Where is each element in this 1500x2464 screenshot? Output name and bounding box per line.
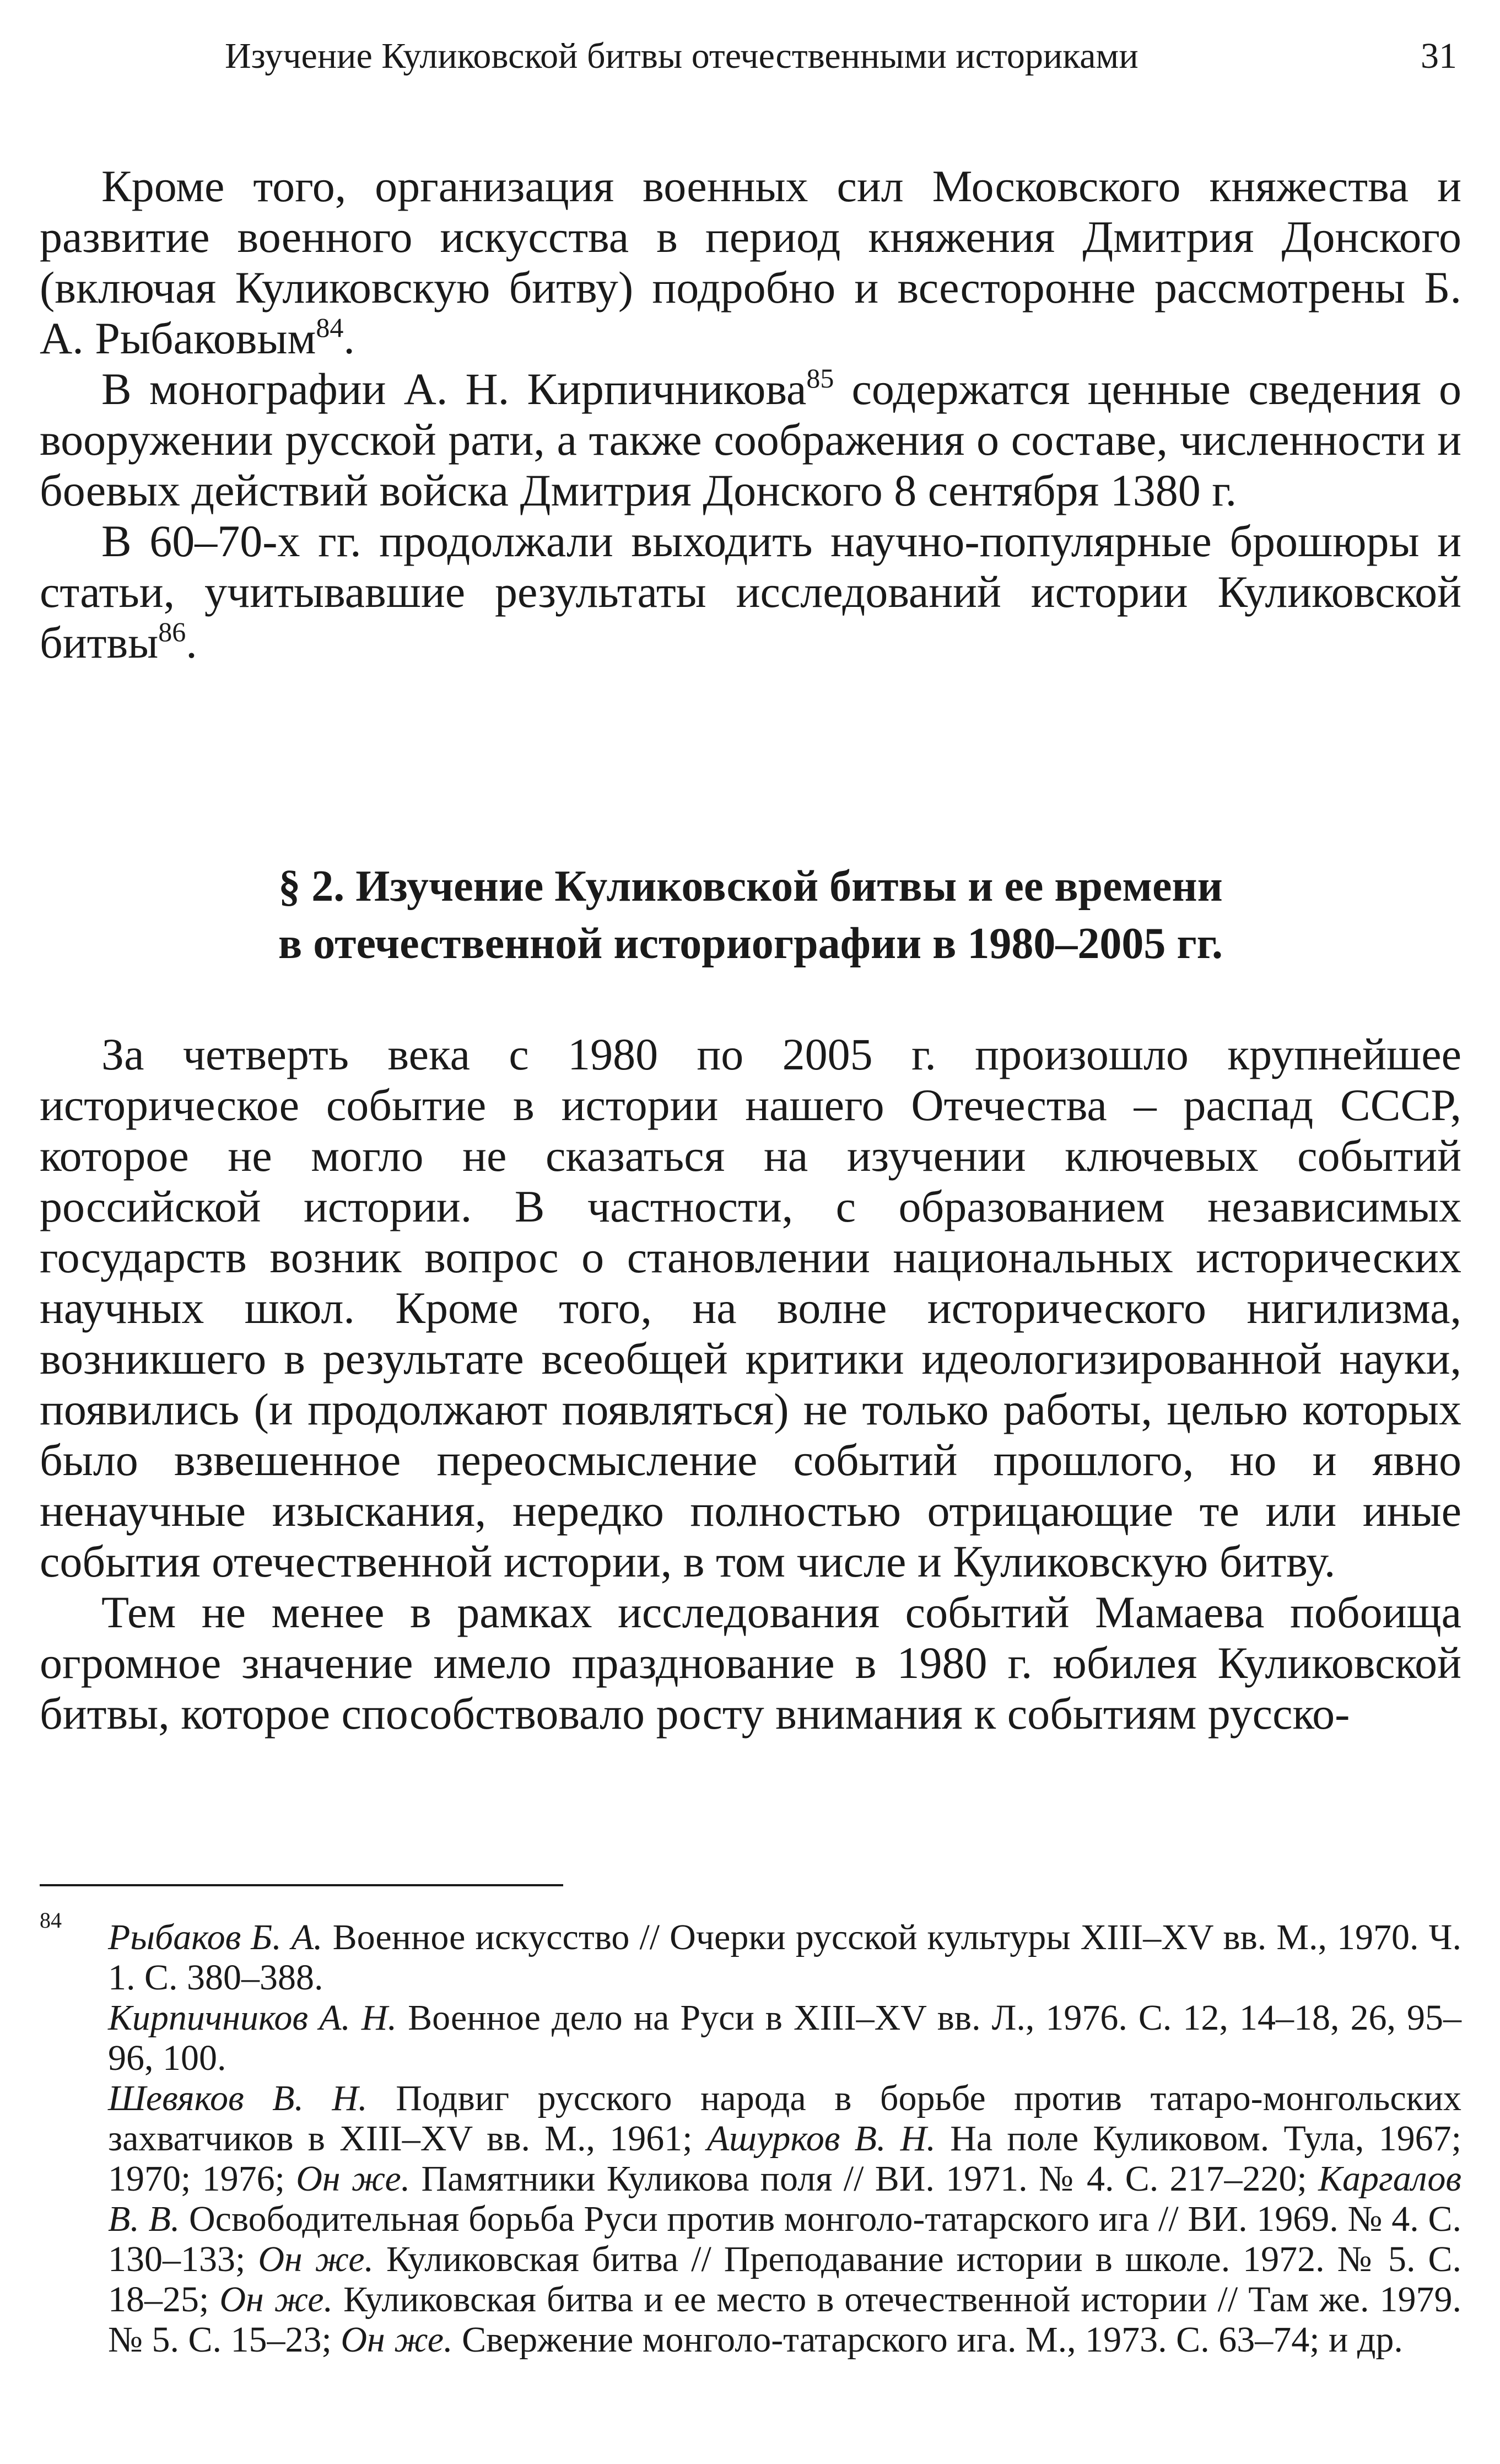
footnote-86 <box>40 2078 1461 2360</box>
footnote-author: Он же. <box>219 2279 333 2320</box>
body-text-section <box>40 1029 1461 1739</box>
page-number: 31 <box>1421 36 1457 76</box>
footnote-author: Он же. <box>341 2320 453 2360</box>
paragraph-text: . <box>186 617 197 668</box>
section-heading <box>40 858 1461 972</box>
paragraph <box>40 516 1461 668</box>
footnote-author: Кирпичников А. Н. <box>108 1998 397 2038</box>
footnote-84 <box>40 1908 1461 1998</box>
footnote-85 <box>40 1998 1461 2078</box>
footnote-ref-84: 84 <box>316 312 344 343</box>
footnotes <box>40 1908 1462 2360</box>
running-header-title: Изучение Куликовской битвы отечественными историками <box>225 36 1139 76</box>
paragraph <box>40 161 1461 364</box>
paragraph: Тем не менее в рамках исследования событий Мамаева побоища огромное значение имело празднование в 1980 г. юбилея Куликовской битвы, которое способствовало росту внимания к событиям русско- <box>40 1587 1461 1739</box>
footnote-text: Куликовская битва // Преподавание истории в школе. 1972. № 5. С. 18–25; <box>108 2239 1461 2320</box>
footnote-text: Куликовская битва и ее место в отечественной истории // Там же. 1979. № 5. С. 15–23; <box>108 2279 1461 2360</box>
paragraph-text: В 60–70-х гг. продолжали выходить научно-популярные брошюры и статьи, учитывавшие результаты исследований истории Куликовской битвы <box>40 516 1461 668</box>
paragraph-text: Кроме того, организация военных сил Московского княжества и развитие военного искусства в период княжения Дмитрия Донского (включая Куликовскую битву) подробно и всесторонне рассмотрены Б. А. Рыбаковым <box>40 161 1461 363</box>
paragraph-text: . <box>343 313 355 363</box>
section-heading-line-2: в отечественной историографии в 1980–2005 гг. <box>278 919 1223 968</box>
body-text-top <box>40 161 1461 668</box>
footnote-author: Он же. <box>296 2159 411 2199</box>
footnote-text: Памятники Куликова поля // ВИ. 1971. № 4. С. 217–220; <box>410 2159 1319 2199</box>
footnote-text: Военное искусство // Очерки русской культуры XIII–XV вв. М., 1970. Ч. 1. С. 380–388. <box>108 1917 1461 1998</box>
footnote-separator <box>40 1884 563 1886</box>
footnote-mark: 84 <box>40 1908 62 1933</box>
footnote-text: Свержение монголо-татарского ига. М., 1973. С. 63–74; и др. <box>452 2320 1403 2360</box>
section-heading-line-1: § 2. Изучение Куликовской битвы и ее времени <box>278 862 1223 911</box>
book-page <box>40 0 1461 2464</box>
footnote-text: На поле Куликовом. Тула, 1967; 1970; 1976; <box>108 2118 1461 2199</box>
paragraph <box>40 364 1461 516</box>
paragraph: За четверть века с 1980 по 2005 г. произошло крупнейшее историческое событие в истории нашего Отечества – распад СССР, которое не могло не сказаться на изучении ключевых событий российской истории. В частности, с образованием независимых государств возник вопрос о становлении национальных исторических научных школ. Кроме того, на волне исторического нигилизма, возникшего в результате всеобщей критики идеологизированной науки, появились (и продолжают появляться) не только работы, целью которых было взвешенное переосмысление событий прошлого, но и явно ненаучные изыскания, нередко полностью отрицающие те или иные события отечественной истории, в том числе и Куликовскую битву. <box>40 1029 1461 1586</box>
footnote-ref-85: 85 <box>806 363 834 394</box>
footnote-ref-86: 86 <box>158 616 186 647</box>
paragraph-text: В монографии А. Н. Кирпичникова <box>101 364 807 414</box>
footnote-author: Ашурков В. Н. <box>706 2118 936 2159</box>
footnote-text: Освободительная борьба Руси против монголо-татарского ига // ВИ. 1969. № 4. С. 130–133; <box>108 2199 1461 2279</box>
footnote-text: Подвиг русского народа в борьбе против татаро-монгольских захватчиков в XIII–XV вв. М., 1961; <box>108 2078 1462 2159</box>
footnote-author: Шевяков В. Н. <box>108 2078 368 2118</box>
footnote-author: Каргалов В. В. <box>108 2159 1461 2239</box>
footnote-author: Рыбаков Б. А. <box>108 1917 323 1957</box>
footnote-author: Он же. <box>258 2239 374 2279</box>
paragraph-text: содержатся ценные сведения о вооружении русской рати, а также соображения о составе, численности и боевых действий войска Дмитрия Донского 8 сентября 1380 г. <box>40 364 1461 515</box>
footnote-text: Военное дело на Руси в XIII–XV вв. Л., 1976. С. 12, 14–18, 26, 95–96, 100. <box>108 1998 1461 2078</box>
